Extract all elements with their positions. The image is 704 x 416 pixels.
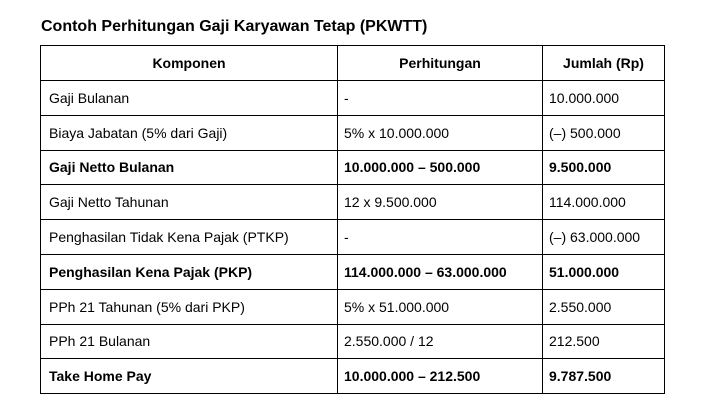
table-row <box>41 81 665 116</box>
cell-jumlah: 10.000.000 <box>543 81 665 116</box>
cell-perhitungan: 2.550.000 / 12 <box>338 324 543 359</box>
cell-jumlah: 9.787.500 <box>543 359 665 394</box>
cell-komponen: PPh 21 Bulanan <box>41 324 338 359</box>
table-row <box>41 115 665 150</box>
cell-perhitungan: 114.000.000 – 63.000.000 <box>338 254 543 289</box>
cell-perhitungan: - <box>338 220 543 255</box>
cell-jumlah: (–) 500.000 <box>543 115 665 150</box>
page-title: Contoh Perhitungan Gaji Karyawan Tetap (PKWTT) <box>41 18 428 35</box>
table-row <box>41 185 665 220</box>
cell-perhitungan: 10.000.000 – 212.500 <box>338 359 543 394</box>
cell-komponen: PPh 21 Tahunan (5% dari PKP) <box>41 289 338 324</box>
cell-jumlah: 51.000.000 <box>543 254 665 289</box>
cell-komponen: Penghasilan Tidak Kena Pajak (PTKP) <box>41 220 338 255</box>
cell-perhitungan: 12 x 9.500.000 <box>338 185 543 220</box>
cell-perhitungan: 5% x 51.000.000 <box>338 289 543 324</box>
cell-jumlah: 9.500.000 <box>543 150 665 185</box>
cell-jumlah: 212.500 <box>543 324 665 359</box>
table-row <box>41 220 665 255</box>
cell-jumlah: 2.550.000 <box>543 289 665 324</box>
header-perhitungan: Perhitungan <box>338 46 543 81</box>
table-row <box>41 150 665 185</box>
cell-komponen: Gaji Bulanan <box>41 81 338 116</box>
table-row <box>41 324 665 359</box>
cell-komponen: Gaji Netto Tahunan <box>41 185 338 220</box>
cell-komponen: Biaya Jabatan (5% dari Gaji) <box>41 115 338 150</box>
cell-perhitungan: 10.000.000 – 500.000 <box>338 150 543 185</box>
header-komponen: Komponen <box>41 46 338 81</box>
cell-perhitungan: 5% x 10.000.000 <box>338 115 543 150</box>
table-row <box>41 254 665 289</box>
cell-komponen: Take Home Pay <box>41 359 338 394</box>
cell-komponen: Penghasilan Kena Pajak (PKP) <box>41 254 338 289</box>
cell-komponen: Gaji Netto Bulanan <box>41 150 338 185</box>
cell-jumlah: (–) 63.000.000 <box>543 220 665 255</box>
header-jumlah: Jumlah (Rp) <box>543 46 665 81</box>
cell-perhitungan: - <box>338 81 543 116</box>
table-row <box>41 359 665 394</box>
table-header-row <box>41 46 665 81</box>
cell-jumlah: 114.000.000 <box>543 185 665 220</box>
salary-calculation-table <box>40 45 665 394</box>
table-row <box>41 289 665 324</box>
